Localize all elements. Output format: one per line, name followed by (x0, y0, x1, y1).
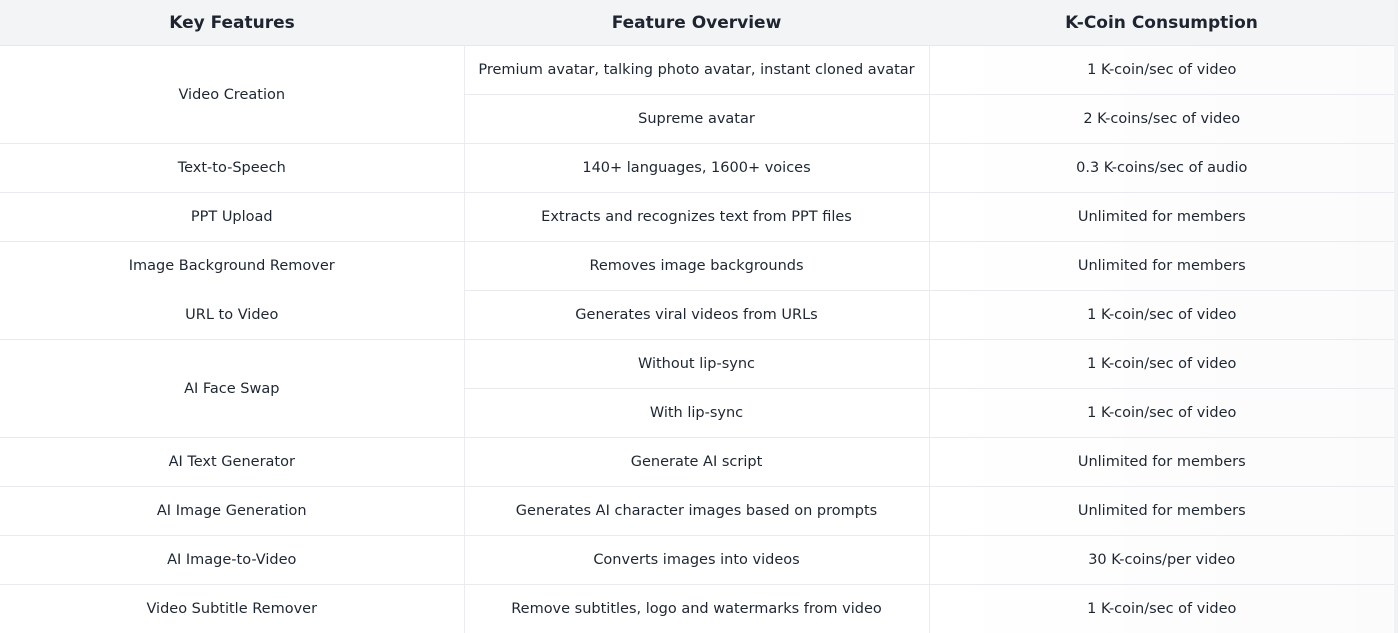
cost-cell: 30 K-coins/per video (929, 536, 1394, 585)
overview-cell: Premium avatar, talking photo avatar, instant cloned avatar (464, 46, 929, 95)
cost-cell: Unlimited for members (929, 193, 1394, 242)
header-key-features: Key Features (0, 0, 464, 46)
feature-cell: PPT Upload (0, 193, 464, 242)
cost-cell: 2 K-coins/sec of video (929, 95, 1394, 144)
table-row (0, 291, 1394, 340)
overview-cell: With lip-sync (464, 389, 929, 438)
overview-cell: Converts images into videos (464, 536, 929, 585)
cost-cell: 1 K-coin/sec of video (929, 585, 1394, 633)
feature-cell: URL to Video (0, 291, 464, 340)
feature-cell: AI Text Generator (0, 438, 464, 487)
cost-cell: 1 K-coin/sec of video (929, 389, 1394, 438)
overview-cell: 140+ languages, 1600+ voices (464, 144, 929, 193)
cost-cell: 1 K-coin/sec of video (929, 291, 1394, 340)
overview-cell: Generates AI character images based on prompts (464, 487, 929, 536)
table-row (0, 340, 1394, 389)
cost-cell: Unlimited for members (929, 242, 1394, 291)
cost-cell: Unlimited for members (929, 487, 1394, 536)
feature-cell: Image Background Remover (128, 258, 335, 275)
header-feature-overview: Feature Overview (464, 0, 929, 46)
table-row (0, 487, 1394, 536)
feature-cell: Text-to-Speech (0, 144, 464, 193)
overview-cell: Generates viral videos from URLs (464, 291, 929, 340)
table-row (0, 193, 1394, 242)
feature-cell: AI Face Swap (0, 340, 464, 438)
table-header-row (0, 0, 1394, 46)
table-row (0, 438, 1394, 487)
overview-cell: Remove subtitles, logo and watermarks from video (464, 585, 929, 633)
cost-cell: 0.3 K-coins/sec of audio (929, 144, 1394, 193)
cost-cell: 1 K-coin/sec of video (929, 46, 1394, 95)
overview-cell: Without lip-sync (464, 340, 929, 389)
feature-cell: AI Image-to-Video (0, 536, 464, 585)
table-row (0, 585, 1394, 633)
cost-cell: 1 K-coin/sec of video (929, 340, 1394, 389)
header-kcoin-consumption: K-Coin Consumption (929, 0, 1394, 46)
overview-cell: Extracts and recognizes text from PPT files (464, 193, 929, 242)
table-row (0, 536, 1394, 585)
scrollbar[interactable] (1394, 0, 1398, 633)
overview-cell: Supreme avatar (464, 95, 929, 144)
table-row (0, 144, 1394, 193)
overview-cell: Removes image backgrounds (464, 242, 929, 291)
feature-cell: Video Subtitle Remover (0, 585, 464, 633)
feature-cell: AI Image Generation (0, 487, 464, 536)
overview-cell: Generate AI script (464, 438, 929, 487)
table-row (0, 46, 1394, 95)
feature-cell: Video Creation (0, 46, 464, 144)
table-row (0, 242, 1394, 291)
cost-cell: Unlimited for members (929, 438, 1394, 487)
